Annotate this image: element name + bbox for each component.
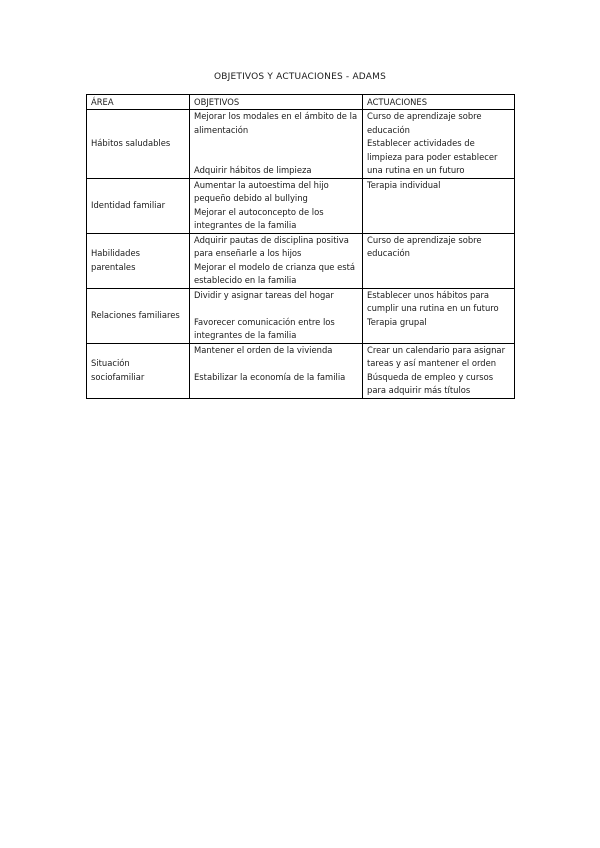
- area-cell: Habilidades parentales: [87, 233, 190, 288]
- actuacion-item: Búsqueda de empleo y cursos para adquirir más títulos: [367, 371, 494, 395]
- area-cell: Relaciones familiares: [87, 288, 190, 343]
- table-row: [87, 178, 515, 233]
- header-objetivos: OBJETIVOS: [190, 95, 363, 110]
- objetivos-cell: [190, 233, 363, 288]
- header-area: ÁREA: [87, 95, 190, 110]
- objetivos-cell: [190, 178, 363, 233]
- objetivo-item: Aumentar la autoestima del hijo pequeño debido al bullying: [194, 179, 329, 203]
- actuaciones-cell: [363, 343, 515, 398]
- table-row: [87, 343, 515, 398]
- objetivo-item: Mejorar los modales en el ámbito de la alimentación: [194, 111, 358, 135]
- header-actuaciones: ACTUACIONES: [363, 95, 515, 110]
- table-header-row: [87, 95, 515, 110]
- actuaciones-cell: [363, 233, 515, 288]
- area-cell: Situación sociofamiliar: [87, 343, 190, 398]
- table-row: [87, 233, 515, 288]
- objetivos-cell: [190, 110, 363, 179]
- objetivo-item: Mejorar el autoconcepto de los integrantes de la familia: [194, 206, 324, 230]
- actuaciones-cell: [363, 288, 515, 343]
- table-row: [87, 110, 515, 179]
- actuacion-item: Terapia grupal: [367, 316, 427, 327]
- objectives-table: [86, 94, 515, 399]
- objetivo-item: Favorecer comunicación entre los integrantes de la familia: [194, 316, 335, 340]
- actuacion-item: Establecer unos hábitos para cumplir una rutina en un futuro: [367, 289, 499, 313]
- table-row: [87, 288, 515, 343]
- objetivo-item: Adquirir hábitos de limpieza: [194, 165, 312, 175]
- actuaciones-cell: [363, 110, 515, 179]
- area-cell: Hábitos saludables: [87, 110, 190, 179]
- page-title: OBJETIVOS Y ACTUACIONES - ADAMS: [213, 72, 387, 82]
- objetivo-item: Dividir y asignar tareas del hogar: [194, 289, 334, 300]
- actuacion-item: Terapia individual: [367, 179, 441, 190]
- objetivos-cell: [190, 288, 363, 343]
- actuaciones-cell: [363, 178, 515, 233]
- actuacion-item: Curso de aprendizaje sobre educación: [367, 234, 482, 258]
- objetivos-cell: [190, 343, 363, 398]
- actuacion-item: Crear un calendario para asignar tareas y así mantener el orden: [367, 344, 506, 368]
- area-cell: Identidad familiar: [87, 178, 190, 233]
- objetivo-item: Adquirir pautas de disciplina positiva para enseñarle a los hijos: [194, 234, 349, 258]
- actuacion-item: Curso de aprendizaje sobre educación: [367, 111, 482, 135]
- objetivo-item: Mantener el orden de la vivienda: [194, 344, 333, 355]
- objetivo-item: Mejorar el modelo de crianza que está establecido en la familia: [194, 261, 356, 285]
- objetivo-item: Estabilizar la economía de la familia: [194, 371, 346, 382]
- actuacion-item: Establecer actividades de limpieza para poder establecer una rutina en un futuro: [367, 138, 498, 175]
